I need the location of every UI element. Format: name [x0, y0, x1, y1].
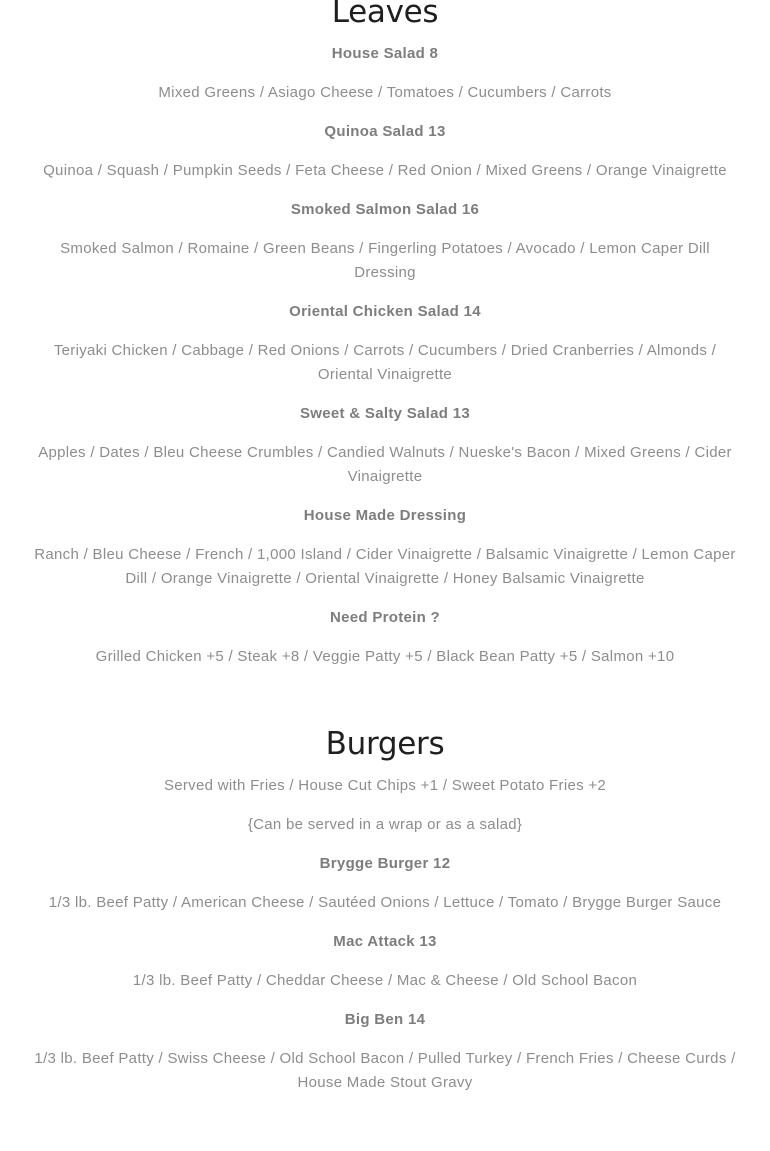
menu-item-description: 1/3 lb. Beef Patty / Cheddar Cheese / Mac & Cheese / Old School Bacon [132, 972, 638, 989]
menu-item-description: Smoked Salmon / Romaine / Green Beans / Fingerling Potatoes / Avocado / Lemon Caper Dill Dressing [60, 240, 710, 281]
menu-item-name: Need Protein ? [329, 609, 441, 626]
menu-item-name: Sweet & Salty Salad 13 [299, 405, 470, 422]
menu-item-description: 1/3 lb. Beef Patty / American Cheese / Sautéed Onions / Lettuce / Tomato / Brygge Burger Sauce [48, 894, 722, 911]
section-title-leaves: Leaves [331, 0, 439, 30]
menu-item-name: Smoked Salmon Salad 16 [290, 201, 480, 218]
menu-item-description: Mixed Greens / Asiago Cheese / Tomatoes / Cucumbers / Carrots [158, 84, 612, 101]
menu-item-description: Grilled Chicken +5 / Steak +8 / Veggie Patty +5 / Black Bean Patty +5 / Salmon +10 [95, 648, 675, 665]
menu-item-name: House Salad 8 [331, 45, 439, 62]
menu-item-description: 1/3 lb. Beef Patty / Swiss Cheese / Old School Bacon / Pulled Turkey / French Fries / Cheese Curds / House Made Stout Gravy [34, 1050, 736, 1091]
section-title-burgers: Burgers [325, 726, 445, 762]
menu-item-description: Quinoa / Squash / Pumpkin Seeds / Feta Cheese / Red Onion / Mixed Greens / Orange Vinaigrette [43, 162, 727, 179]
menu-item-name: Mac Attack 13 [333, 933, 437, 950]
menu-item-name: Oriental Chicken Salad 14 [289, 303, 481, 320]
menu-item-name: House Made Dressing [303, 507, 467, 524]
menu-item-description: Apples / Dates / Bleu Cheese Crumbles / Candied Walnuts / Nueske's Bacon / Mixed Greens / Cider Vinaigrette [38, 444, 732, 485]
menu-item-name: Brygge Burger 12 [319, 855, 451, 872]
menu-item-description: Teriyaki Chicken / Cabbage / Red Onions / Carrots / Cucumbers / Dried Cranberries / Almonds / Oriental Vinaigrette [53, 342, 717, 383]
menu-item-name: Big Ben 14 [344, 1011, 426, 1028]
menu-item-description: Ranch / Bleu Cheese / French / 1,000 Island / Cider Vinaigrette / Balsamic Vinaigrette / Lemon Caper Dill / Orange Vinaigrette / Oriental Vinaigrette / Honey Balsamic Vinaigrette [34, 546, 736, 587]
section-note: Served with Fries / House Cut Chips +1 / Sweet Potato Fries +2 [163, 777, 607, 794]
section-note: {Can be served in a wrap or as a salad} [247, 816, 523, 833]
menu-item-name: Quinoa Salad 13 [324, 123, 446, 140]
burgers-section [0, 714, 770, 1095]
